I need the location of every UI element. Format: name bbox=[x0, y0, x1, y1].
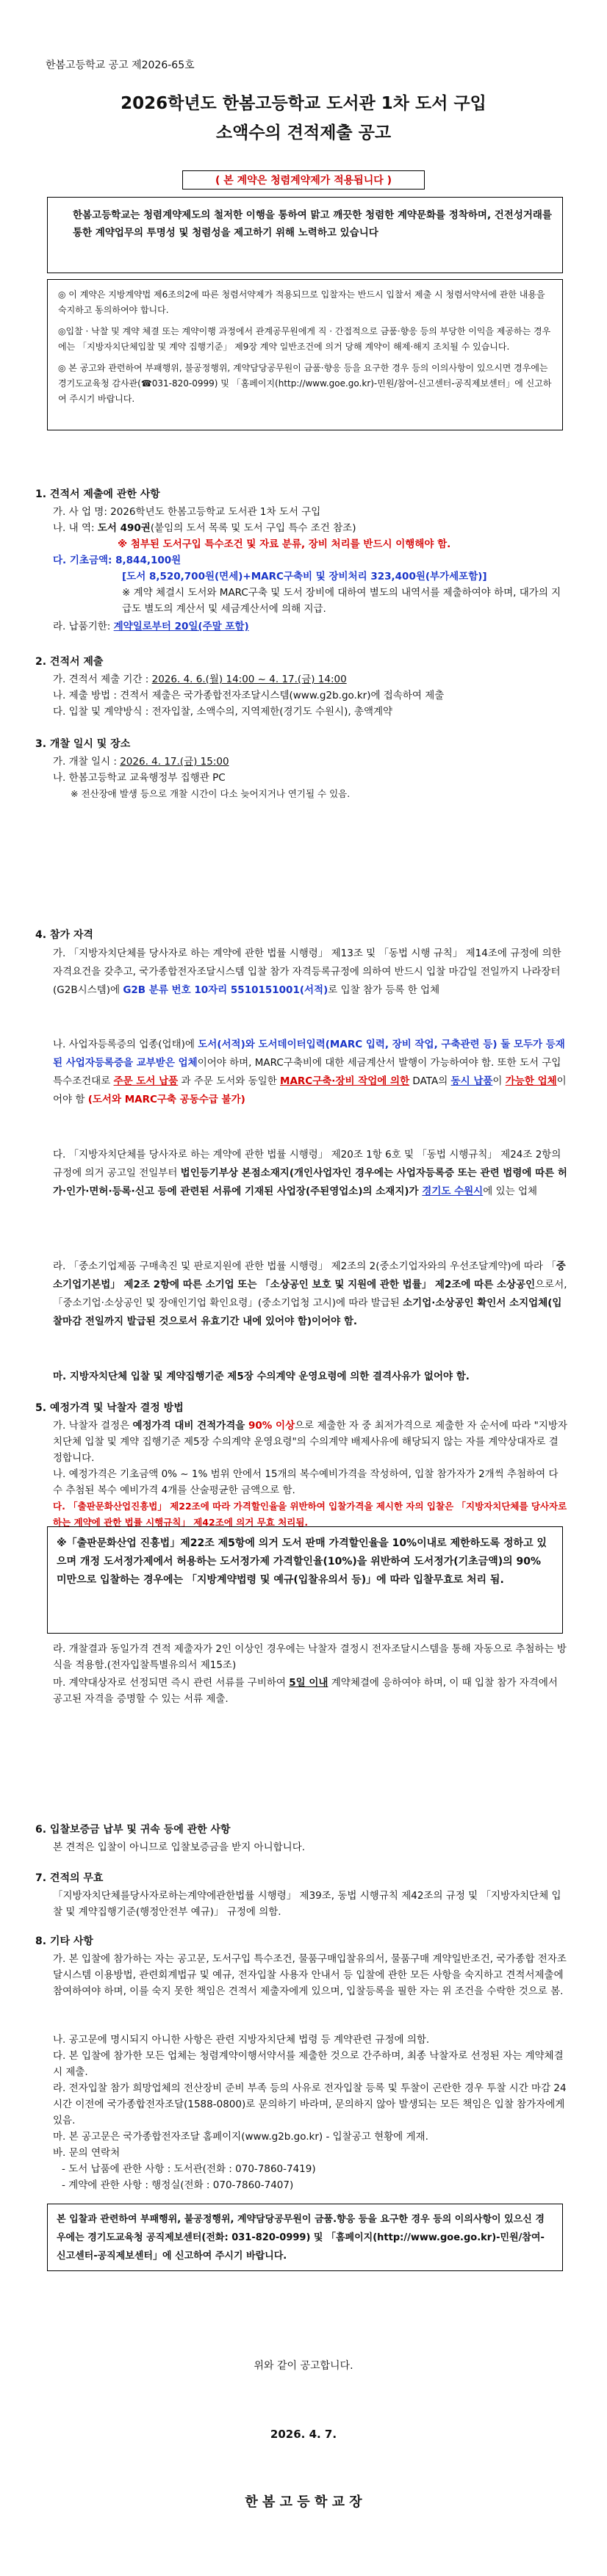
announcement-date: 2026. 4. 7. bbox=[270, 2428, 337, 2441]
issuer-name: 한 봄 고 등 학 교 장 bbox=[245, 2494, 362, 2510]
section-7-heading: 7. 견적의 무효 bbox=[35, 1872, 104, 1884]
title-line-1: 2026학년도 한봄고등학교 도서관 1차 도서 구입 bbox=[121, 94, 486, 113]
integrity-notice-bar: ( 본 계약은 청렴계약제가 적용됩니다 ) bbox=[182, 170, 425, 190]
s4-item-na: 나. 사업자등록증의 업종(업태)에 도서(서적)와 도서데이터입력(MARC 입력, 장비 작업, 구축관련 등) 둘 모두가 등재된 사업자등록증을 교부받은 업체이어야 하며, MARC구축비에 대한 세금계산서 발행이 가능하여야 함. 또한 도서 구입 특수조건대로 주문 도서 납품 과 주문 도서와 동일한 MARC구축·장비 작업에 의한 DATA의 동시 납품이 가능한 업체이어야 함 (도서와 MARC구축 공동수급 불가) bbox=[53, 1039, 567, 1105]
s8-item-ba: 바. 문의 연락처 bbox=[53, 2147, 121, 2159]
s5-item-na: 나. 예정가격은 기초금액 0% ~ 1% 범위 안에서 15개의 복수예비가격을 작성하여, 입찰 참가자가 2개씩 추첨하여 다수 추첨된 복수 예비가격 4개를 산술평균한 금액으로 함. bbox=[53, 1468, 558, 1496]
section-4-heading: 4. 참가 자격 bbox=[35, 929, 93, 941]
s8-item-na: 나. 공고문에 명시되지 아니한 사항은 관련 지방자치단체 법령 등 계약관련 규정에 의함. bbox=[53, 2034, 430, 2046]
bullet-item: ◎ 이 계약은 지방계약법 제6조의2에 따른 청렴서약제가 적용되므로 입찰자는 반드시 입찰서 제출 시 청렴서약서에 관한 내용을 숙지하고 동의하여야 합니다. bbox=[58, 289, 545, 315]
integrity-intro-box bbox=[47, 197, 563, 273]
title-line-2: 소액수의 견적제출 공고 bbox=[215, 123, 392, 142]
s8-item-ra: 라. 전자입찰 참가 희망업체의 전산장비 준비 부족 등의 사유로 전자입찰 등록 및 투찰이 곤란한 경우 투찰 시간 마감 24시간 이전에 국가종합전자조달(1588-0800)로 문의하기 바라며, 문의하지 않아 발생되는 모든 책임은 입찰 참가자에게 있음. bbox=[53, 2082, 567, 2126]
document-number: 한봄고등학교 공고 제2026-65호 bbox=[46, 59, 195, 71]
section-6-heading: 6. 입찰보증금 납부 및 귀속 등에 관한 사항 bbox=[35, 1824, 231, 1836]
s1-note-special: ※ 첨부된 도서구입 특수조건 및 자료 분류, 장비 처리를 반드시 이행해야 함. bbox=[118, 538, 451, 550]
s4-item-ra: 라. 「중소기업제품 구매촉진 및 판로지원에 관한 법률 시행령」 제2조의 2(중소기업자와의 우선조달계약)에 따라 「중소기업기본법」 제2조 2항에 따른 소기업 또는 「소상공인 보호 및 지원에 관한 법률」 제2조에 따른 소상공인으로서, 「중소기업·소상공인 및 장애인기업 확인요령」(중소기업청 고시)에 따라 발급된 소기업·소상공인 확인서 소지업체(입찰마감 전일까지 발급된 것으로서 유효기간 내에 있어야 함)이어야 함. bbox=[53, 1260, 567, 1327]
s8-item-ga: 가. 본 입찰에 참가하는 자는 공고문, 도서구입 특수조건, 물품구매입찰유의서, 물품구매 계약일반조건, 국가종합 전자조달시스템 이용방법, 관련회계법규 및 예규, 전자입찰 사용자 안내서 등 입찰에 관한 모든 사항을 숙지하고 견적서제출에 참여하여야 하며, 이를 숙지 못한 책임은 견적서 제출자에게 있으며, 입찰등록을 필한 자는 위 조건을 수락한 것으로 봄. bbox=[53, 1953, 567, 1997]
s4-item-ga: 가. 「지방자치단체를 당사자로 하는 계약에 관한 법률 시행령」 제13조 및 「동법 시행 규칙」 제14조에 규정에 의한 자격요건을 갖추고, 국가종합전자조달시스템 입찰 참가 자격등록규정에 의하여 반드시 입찰 마감일 전일까지 나라장터(G2B시스템)에 G2B 분류 번호 10자리 5510151001(서적)로 입찰 참가 등록 한 업체 bbox=[53, 948, 561, 996]
s8-contact-admin: - 계약에 관한 사항 : 행정실(전화 : 070-7860-7407) bbox=[62, 2179, 294, 2191]
bullet-item: ◎입찰 · 낙찰 및 계약 체결 또는 계약이행 과정에서 관계공무원에게 직 · 간접적으로 금품·향응 등의 부당한 이익을 제공하는 경우에는 「지방자치단체입찰 및 계약 집행기준」 제9장 계약 일반조건에 의거 당해 계약이 해제·해지 조치될 수 있습니다. bbox=[58, 326, 551, 352]
s6-text: 본 견적은 입찰이 아니므로 입찰보증금을 받지 아니합니다. bbox=[53, 1841, 306, 1853]
s1-price-detail: [도서 8,520,700원(면세)+MARC구축비 및 장비처리 323,400원(부가세포함)] bbox=[122, 571, 487, 582]
s1-note-invoice: ※ 계약 체결시 도서와 MARC구축 및 도서 장비에 대하여 별도의 내역서를 제출하여야 하며, 대가의 지급도 별도의 계산서 및 세금계산서에 의해 지급. bbox=[122, 587, 561, 615]
s5-item-ma: 마. 계약대상자로 선정되면 즉시 관련 서류를 구비하여 5일 이내 계약체결에 응하여야 하며, 이 때 입찰 참가 자격에서 공고된 자격을 증명할 수 있는 서류 제출. bbox=[53, 1677, 558, 1705]
integrity-intro-text: 한봄고등학교는 청렴계약제도의 철저한 이행을 통하여 맑고 깨끗한 청렴한 계약문화를 정착하며, 건전성거래를 통한 계약업무의 투명성 및 청렴성을 제고하기 위해 노력하고 있습니다 bbox=[73, 209, 553, 239]
closing-text: 위와 같이 공고합니다. bbox=[254, 2360, 353, 2372]
s8-item-da: 다. 본 입찰에 참가한 모든 업체는 청렴계약이행서약서를 제출한 것으로 간주하며, 최종 낙찰자로 선정된 자는 계약체결 시 제출. bbox=[53, 2050, 564, 2078]
s2-submission-method: 나. 제출 방법 : 견적서 제출은 국가종합전자조달시스템(www.g2b.go.kr)에 접속하여 제출 bbox=[53, 690, 445, 701]
section-3-heading: 3. 개찰 일시 및 장소 bbox=[35, 738, 131, 750]
s4-item-da: 다. 「지방자치단체를 당사자로 하는 계약에 관한 법률 시행령」 제20조 1항 6호 및 「동법 시행규칙」 제24조 2항의 규정에 의거 공고일 전일부터 법인등기부상 본점소재지(개인사업자인 경우에는 사업자등록증 또는 관련 법령에 따른 허가·인가·면허·등록·신고 등에 관련된 서류에 기재된 사업장(주된영업소)의 소재지)가 경기도 수원시에 있는 업체 bbox=[53, 1149, 567, 1197]
s3-delay-note: ※ 전산장애 발생 등으로 개찰 시간이 다소 늦어지거나 연기될 수 있음. bbox=[71, 788, 351, 799]
corruption-report-box: 본 입찰과 관련하여 부패행위, 불공정행위, 계약담당공무원이 금품.향응 등을 요구한 경우 등의 이의사항이 있으신 경우에는 경기도교육청 공직제보센터(전화: 031-820-0999) 및 「홈페이지(http://www.goe.go.kr)-민원/참여-신고센터-공직제보센터」에 신고하여 주시기 바랍니다. bbox=[47, 2204, 563, 2271]
s3-opening-place: 나. 한봄고등학교 교육행정부 집행관 PC bbox=[53, 772, 226, 784]
s4-item-ma: 마. 지방자치단체 입찰 및 계약집행기준 제5장 수의계약 운영요령에 의한 결격사유가 없어야 함. bbox=[53, 1371, 470, 1382]
s2-contract-type: 다. 입찰 및 계약방식 : 전자입찰, 소액수의, 지역제한(경기도 수원시), 총액계약 bbox=[53, 706, 393, 718]
s1-project-name: 가. 사 업 명: 2026학년도 한봄고등학교 도서관 1차 도서 구입 bbox=[53, 506, 321, 518]
s5-item-ra: 라. 개찰결과 동일가격 견적 제출자가 2인 이상인 경우에는 낙찰자 결정시 전자조달시스템을 통해 자동으로 추첨하는 방식을 적용함.(전자입찰특별유의서 제15조) bbox=[53, 1643, 567, 1671]
price-discount-warning-box: ※「출판문화산업 진흥법」제22조 제5항에 의거 도서 판매 가격할인율을 10%이내로 제한하도록 정하고 있으며 개정 도서정가제에서 허용하는 도서정가제 가격할인율(10%)을 위반하여 도서정가(기초금액)의 90% 미만으로 입찰하는 경우에는 「지방계약법령 및 예규(입찰유의서 등)」에 따라 입찰무효로 처리 됨. bbox=[47, 1526, 563, 1634]
s5-item-da: 다. 「출판문화산업진흥법」 제22조에 따라 가격할인율을 위반하여 입찰가격을 제시한 자의 입찰은 「지방자치단체를 당사자로 하는 계약에 관한 법률 시행규칙」 제42조에 의거 무효 처리됨. bbox=[53, 1501, 567, 1528]
section-2-heading: 2. 견적서 제출 bbox=[35, 656, 104, 668]
s7-text: 「지방자치단체를당사자로하는계약에관한법률 시행령」 제39조, 동법 시행규칙 제42조의 규정 및 「지방자치단체 입찰 및 계약집행기준(행정안전부 예규)」 규정에 의함. bbox=[53, 1890, 561, 1918]
s1-base-price: 다. 기초금액: 8,844,100원 bbox=[53, 555, 182, 566]
bullet-item: ◎ 본 공고와 관련하여 부패행위, 불공정행위, 계약담당공무원이 금품·향응 등을 요구한 경우 등의 이의사항이 있으시면 경우에는 경기도교육청 감사관(☎031-820-0999) 및 「홈페이지(http://www.goe.go.kr)-민원/참여-신고센터-공직제보센터」에 신고하여 주시기 바랍니다. bbox=[58, 363, 552, 404]
integrity-bullets-box bbox=[47, 279, 563, 430]
s8-item-ma: 마. 본 공고문은 국가종합전자조달 홈페이지(www.g2b.go.kr) - 입찰공고 현황에 게재. bbox=[53, 2131, 428, 2143]
s5-item-ga: 가. 낙찰자 결정은 예정가격 대비 견적가격을 90% 이상으로 제출한 자 중 최저가격으로 제출한 자 순서에 따라 "지방자치단체 입찰 및 계약 집행기준 제5장 수의계약 운영요령"의 수의계약 배제사유에 해당되지 않는 자를 계약상대자로 결정합니다. bbox=[53, 1420, 567, 1464]
s3-opening-date: 가. 개찰 일시 : 2026. 4. 17.(금) 15:00 bbox=[53, 756, 229, 768]
section-5-heading: 5. 예정가격 및 낙찰자 결정 방법 bbox=[35, 1402, 184, 1414]
s2-submission-period: 가. 견적서 제출 기간 : 2026. 4. 6.(월) 14:00 ~ 4. 17.(금) 14:00 bbox=[53, 674, 347, 685]
section-1-heading: 1. 견적서 제출에 관한 사항 bbox=[35, 488, 160, 500]
s1-delivery-deadline: 라. 납품기한: 계약일로부터 20일(주말 포함) bbox=[53, 621, 249, 632]
section-8-heading: 8. 기타 사항 bbox=[35, 1935, 93, 1947]
s8-contact-library: - 도서 납품에 관한 사항 : 도서관(전화 : 070-7860-7419) bbox=[62, 2163, 316, 2175]
s1-details: 나. 내 역: 도서 490권(붙임의 도서 목록 및 도서 구입 특수 조건 참조) bbox=[53, 522, 356, 534]
